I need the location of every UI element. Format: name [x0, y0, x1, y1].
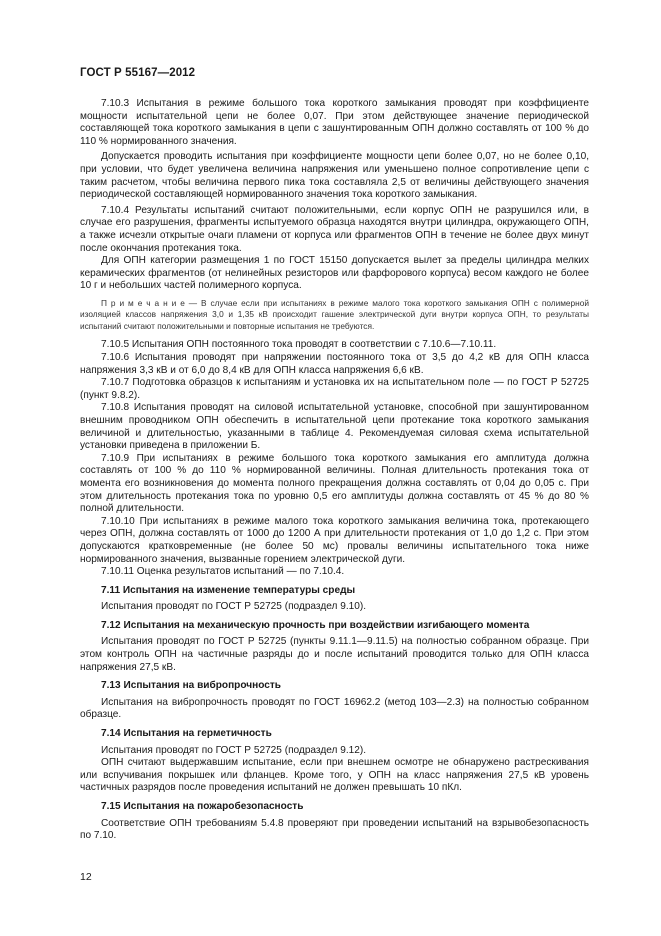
section-7-11-heading: 7.11 Испытания на изменение температуры среды: [101, 584, 356, 596]
paragraph-7-10-9: 7.10.9 При испытаниях в режиме большого тока короткого замыкания его амплитуда должна составлять от 100 % до 110 % нормированной величины. Полная длительность протекания тока от момента его возникновения до момента полного прекращения должна составлять от 0,04 до 0,05 с. При этом длительность протекания тока по уровню 0,5 его амплитуды должна составлять от 45 % до 80 % полной длительности.: [80, 452, 589, 515]
paragraph-7-10-3: 7.10.3 Испытания в режиме большого тока короткого замыкания проводят при коэффициенте мощности испытательной цепи не более 0,07. При этом действующее значение периодической составляющей тока короткого замыкания в цепи с зашунтированным ОПН должно составлять от 100 % до 110 % нормированного значения.: [80, 98, 589, 147]
section-7-14-text-1: Испытания проводят по ГОСТ Р 52725 (подраздел 9.12).: [101, 744, 367, 756]
paragraph-7-10-8: 7.10.8 Испытания проводят на силовой испытательной установке, способной при зашунтированном внешним проводником ОПН обеспечить в испытательной цепи протекание тока короткого замыкания величиной и длительностью, указанными в таблице 4. Рекомендуемая силовая схема испытательной установки приведена в приложении Б.: [80, 402, 589, 452]
section-7-12-text: Испытания проводят по ГОСТ Р 52725 (пункты 9.11.1—9.11.5) на полностью собранном образце. При этом контроль ОПН на частичные разряды до и после испытаний проводится только для ОПН класса напряжения 27,5 кВ.: [80, 636, 589, 673]
section-7-13-text: Испытания на вибропрочность проводят по ГОСТ 16962.2 (метод 103—2.3) на полностью собранном образце.: [80, 696, 589, 721]
section-7-15-heading: 7.15 Испытания на пожаробезопасность: [101, 801, 304, 812]
paragraph-7-10-10: 7.10.10 При испытаниях в режиме малого тока короткого замыкания величина тока, протекающего через ОПН, должна составлять от 1000 до 1200 А при длительности протекания от 1,0 до 1,2 с. При этом допускаются кратковременные (не более 50 мс) провалы величины испытательного тока ниже нормированного значения, вызванные горением электрической дуги.: [80, 515, 589, 565]
paragraph-7-10-4: 7.10.4 Результаты испытаний считают положительными, если корпус ОПН не разрушился или, в случае его разрушения, фрагменты испытуемого образца находятся внутри цилиндра, окружающего ОПН, а также исчезли открытые очаги пламени от корпуса или фрагментов ОПН в течение не более двух минут после окончания протекания тока.: [80, 204, 589, 254]
section-7-14-heading: 7.14 Испытания на герметичность: [101, 728, 272, 740]
document-header: ГОСТ Р 55167—2012: [80, 67, 196, 79]
page-number: 12: [80, 871, 92, 883]
section-7-14-text-2: ОПН считают выдержавшим испытание, если при внешнем осмотре не обнаружено растрескивания или вспучивания покрышек или фланцев. Кроме того, у ОПН на класс напряжения 27,5 кВ уровень частичных разрядов после проведения испытаний не должен превышать 10 пКл.: [80, 757, 589, 794]
paragraph-7-10-11: 7.10.11 Оценка результатов испытаний — по 7.10.4.: [101, 566, 345, 578]
section-7-13-heading: 7.13 Испытания на вибропрочность: [101, 680, 282, 692]
paragraph-7-10-5: 7.10.5 Испытания ОПН постоянного тока проводят в соответствии с 7.10.6—7.10.11.: [101, 339, 497, 351]
paragraph-7-10-6: 7.10.6 Испытания проводят при напряжении постоянного тока от 3,5 до 4,2 кВ для ОПН класса напряжения 3,3 кВ и от 6,0 до 8,4 кВ для ОПН класса напряжения 6,6 кВ.: [80, 352, 589, 376]
section-7-11-text: Испытания проводят по ГОСТ Р 52725 (подраздел 9.10).: [101, 601, 367, 613]
paragraph-placement-category: Для ОПН категории размещения 1 по ГОСТ 15150 допускается вылет за пределы цилиндра мелких керамических фрагментов (от нелинейных резисторов или фарфорового корпуса) весом каждого не более 10 г и небольших частей полимерного корпуса.: [80, 255, 589, 292]
section-7-15-text: Соответствие ОПН требованиям 5.4.8 проверяют при проведении испытаний на взрывобезопасность по 7.10.: [80, 817, 589, 842]
section-7-12-heading: 7.12 Испытания на механическую прочность при воздействии изгибающего момента: [101, 619, 530, 631]
paragraph-power-factor: Допускается проводить испытания при коэффициенте мощности цепи более 0,07, но не более 0,10, при условии, что будет увеличена величина напряжения или уменьшено полное сопротивление цепи с таким расчетом, чтобы величина первого пика тока составляла 2,5 от величины действующего значения периодической составляющей нормированного значения тока короткого замыкания.: [80, 151, 589, 201]
note-paragraph: П р и м е ч а н и е — В случае если при испытаниях в режиме малого тока короткого замыкания ОПН с полимерной изоляцией классов напряжения 3,0 и 1,35 кВ происходит гашение электрической дуги внутри корпуса ОПН, то результаты испытаний считают положительными и повторные испытания не требуются.: [80, 297, 589, 331]
paragraph-7-10-7: 7.10.7 Подготовка образцов к испытаниям и установка их на испытательном поле — по ГОСТ Р 52725 (пункт 9.8.2).: [80, 377, 589, 401]
document-body: [80, 98, 589, 846]
